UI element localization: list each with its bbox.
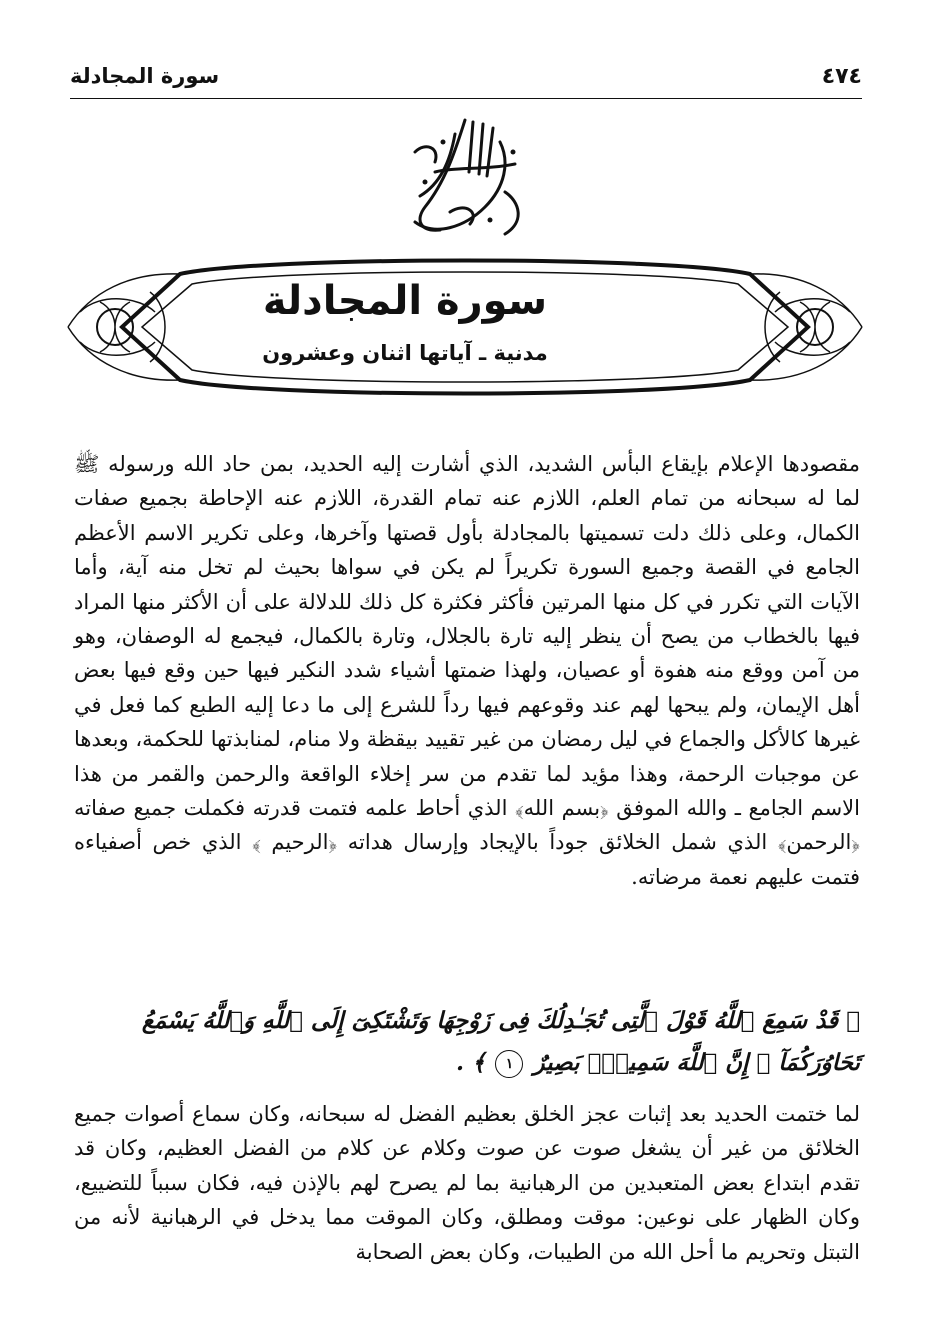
commentary-paragraph-text: لما ختمت الحديد بعد إثبات عجز الخلق بعظيم الفضل له سبحانه، وكان سماع أصوات جميع الخلائق من غير أن يشغل صوت عن صوت وكلام عن كلام من الفضل العظيم، وكان قد تقدم ابتداع بعض المتعبدين من الرهبانية بما لم يصرح لهم بالإذن فيه، فكان سبباً للتضييع، وكان الظهار على نوعين: موقت ومطلق، وكان الموقت مما يدخل في الرهبانية لأنه من التبتل وتحريم ما أحل الله من الطيبات، وكان بعض الصحابة <box>74 1102 860 1264</box>
surah-title-cartouche <box>60 252 870 402</box>
commentary-paragraph <box>74 1097 860 1269</box>
surah-name: سورة المجادلة <box>262 278 548 324</box>
intro-paragraph <box>74 447 860 894</box>
verse-closing: ﴾ . <box>455 1049 486 1076</box>
running-title: سورة المجادلة <box>70 64 220 88</box>
ayah-number-marker: ١ <box>495 1050 523 1078</box>
basmala-calligraphy <box>395 112 541 244</box>
quran-verse <box>74 1000 860 1084</box>
surah-subtitle: مدنية ـ آياتها اثنان وعشرون <box>262 341 548 365</box>
intro-paragraph-text: مقصودها الإعلام بإيقاع البأس الشديد، الذي أشارت إليه الحديد، بمن حاد الله ورسوله ﷺ لما له سبحانه من تمام العلم، اللازم عنه تمام القدرة، اللازم عنه الإحاطة بجميع صفات الكمال، وعلى ذلك دلت تسميتها بالمجادلة بأول قصتها وآخرها، وعلى تكرير الاسم الأعظم الجامع في القصة وجميع السورة تكريراً لم يكن في سواها بحيث لم تخل منه آية، وأما الآيات التي تكرر في كل منها المرتين فأكثر فكثرة كل ذلك للدلالة على أن الأكثر منها المراد فيها بالخطاب من يصح أن ينظر إليه تارة بالجلال، وتارة بالكمال، فيجمع له الوصفان، وهو من آمن ووقع منه هفوة أو عصيان، ولهذا ضمتها أشياء شدد النكير فيها حين وقع فيها بعض أهل الإيمان، ولم يبحها لهم عند وقوعهم فيها رداً للشرع إلى ما دعا إليه الطبع كما فعل في غيرها كالأكل والجماع في ليل رمضان من غير تقييد بيقظة ولا منام، لمنابذتها للحكمة، وبعدها عن موجبات الرحمة، وهذا مؤيد لما تقدم من سر إخلاء الواقعة والرحمن والقمر من هذا الاسم الجامع ـ والله الموفق ﴿بسم الله﴾ الذي أحاط علمه فتمت قدرته فكملت جميع صفاته ﴿الرحمن﴾ الذي شمل الخلائق جوداً بالإيجاد وإرسال هداته ﴿الرحيم ﴾ الذي خص أصفياءه فتمت عليهم نعمة مرضاته. <box>74 452 860 889</box>
verse-text: ﴿ قَدْ سَمِعَ ٱللَّهُ قَوْلَ ٱلَّتِى تُجَـٰدِلُكَ فِى زَوْجِهَا وَتَشْتَكِىٓ إِلَى ٱللَّهِ وَٱللَّهُ يَسْمَعُ تَحَاوُرَكُمَآ ۚ إِنَّ ٱللَّهَ سَمِيعٌۢ بَصِيرٌ <box>141 1007 860 1076</box>
page-number: ٤٧٤ <box>821 64 862 89</box>
page-header <box>70 62 862 99</box>
